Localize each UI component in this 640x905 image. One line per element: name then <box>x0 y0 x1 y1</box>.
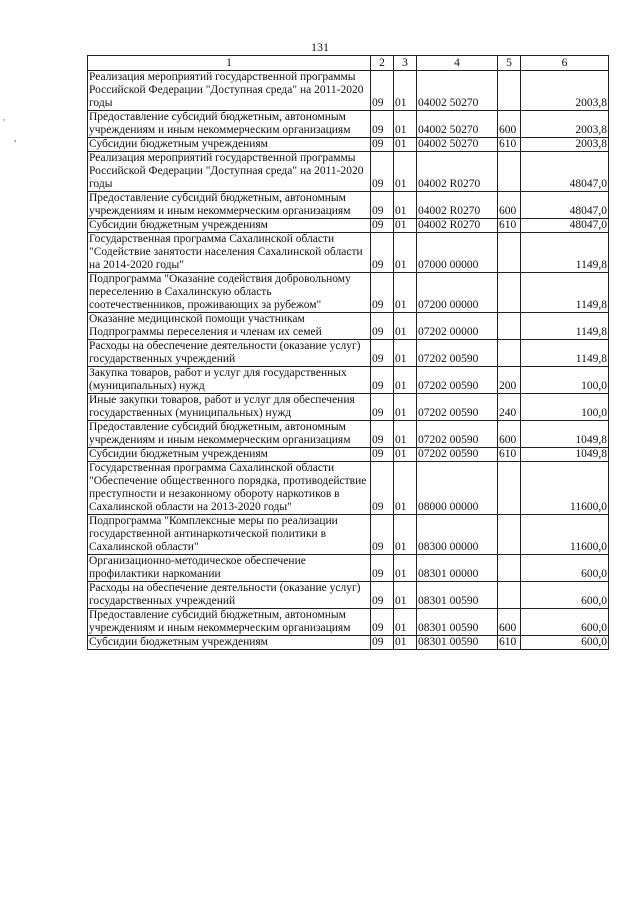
row-target-code-cell: 07202 00000 <box>417 313 498 340</box>
row-name-cell: Расходы на обеспечение деятельности (оказание услуг) государственных учреждений <box>88 582 371 609</box>
row-section-cell: 09 <box>371 273 394 313</box>
table-row <box>88 462 609 515</box>
row-expense-type-cell: 610 <box>498 219 521 233</box>
row-target-code-cell: 07000 00000 <box>417 233 498 273</box>
row-subsection-cell: 01 <box>394 448 417 462</box>
row-section-cell: 09 <box>371 111 394 138</box>
row-amount-cell: 600,0 <box>521 609 609 636</box>
row-subsection-cell: 01 <box>394 152 417 192</box>
row-expense-type-cell: 610 <box>498 448 521 462</box>
row-name-cell: Подпрограмма "Комплексные меры по реализации государственной антинаркотической политики в Сахалинской области" <box>88 515 371 555</box>
row-name-cell: Иные закупки товаров, работ и услуг для обеспечения государственных (муниципальных) нужд <box>88 394 371 421</box>
row-target-code-cell: 07202 00590 <box>417 340 498 367</box>
row-amount-cell: 2003,8 <box>521 138 609 152</box>
row-subsection-cell: 01 <box>394 555 417 582</box>
table-row <box>88 111 609 138</box>
row-amount-cell: 1149,8 <box>521 273 609 313</box>
budget-table <box>87 55 609 650</box>
row-section-cell: 09 <box>371 219 394 233</box>
row-subsection-cell: 01 <box>394 111 417 138</box>
table-row <box>88 582 609 609</box>
row-expense-type-cell: 610 <box>498 636 521 650</box>
row-expense-type-cell: 600 <box>498 192 521 219</box>
row-section-cell: 09 <box>371 71 394 111</box>
table-row <box>88 609 609 636</box>
col-header-1: 1 <box>88 56 371 71</box>
row-target-code-cell: 04002 R0270 <box>417 152 498 192</box>
row-expense-type-cell <box>498 462 521 515</box>
col-header-6: 6 <box>521 56 609 71</box>
row-section-cell: 09 <box>371 233 394 273</box>
row-name-cell: Организационно-методическое обеспечение профилактики наркомании <box>88 555 371 582</box>
row-subsection-cell: 01 <box>394 515 417 555</box>
row-target-code-cell: 08300 00000 <box>417 515 498 555</box>
row-section-cell: 09 <box>371 636 394 650</box>
header-row <box>88 56 609 71</box>
table-row <box>88 340 609 367</box>
scan-mark: , <box>14 133 17 144</box>
row-name-cell: Расходы на обеспечение деятельности (оказание услуг) государственных учреждений <box>88 340 371 367</box>
row-name-cell: Субсидии бюджетным учреждениям <box>88 448 371 462</box>
row-name-cell: Оказание медицинской помощи участникам Подпрограммы переселения и членам их семей <box>88 313 371 340</box>
row-subsection-cell: 01 <box>394 313 417 340</box>
row-expense-type-cell <box>498 582 521 609</box>
row-section-cell: 09 <box>371 421 394 448</box>
page-number: 131 <box>311 40 329 54</box>
row-expense-type-cell <box>498 340 521 367</box>
row-name-cell: Государственная программа Сахалинской области "Содействие занятости населения Сахалинской области на 2014-2020 годы" <box>88 233 371 273</box>
table-row <box>88 219 609 233</box>
row-subsection-cell: 01 <box>394 367 417 394</box>
row-expense-type-cell <box>498 233 521 273</box>
row-amount-cell: 600,0 <box>521 582 609 609</box>
row-subsection-cell: 01 <box>394 340 417 367</box>
row-amount-cell: 1149,8 <box>521 233 609 273</box>
row-subsection-cell: 01 <box>394 421 417 448</box>
row-subsection-cell: 01 <box>394 71 417 111</box>
row-expense-type-cell: 240 <box>498 394 521 421</box>
row-subsection-cell: 01 <box>394 219 417 233</box>
row-target-code-cell: 08000 00000 <box>417 462 498 515</box>
row-name-cell: Субсидии бюджетным учреждениям <box>88 636 371 650</box>
row-target-code-cell: 07202 00590 <box>417 421 498 448</box>
row-target-code-cell: 08301 00590 <box>417 636 498 650</box>
row-section-cell: 09 <box>371 448 394 462</box>
row-name-cell: Закупка товаров, работ и услуг для государственных (муниципальных) нужд <box>88 367 371 394</box>
row-section-cell: 09 <box>371 515 394 555</box>
row-amount-cell: 48047,0 <box>521 219 609 233</box>
row-name-cell: Государственная программа Сахалинской области "Обеспечение общественного порядка, противодействие преступности и незаконному обороту наркотиков в Сахалинской области на 2013-2020 годы" <box>88 462 371 515</box>
table-row <box>88 313 609 340</box>
table-row <box>88 71 609 111</box>
row-amount-cell: 2003,8 <box>521 71 609 111</box>
row-section-cell: 09 <box>371 152 394 192</box>
scan-mark: ' <box>3 118 5 129</box>
table-row <box>88 636 609 650</box>
table-row <box>88 273 609 313</box>
row-subsection-cell: 01 <box>394 273 417 313</box>
row-section-cell: 09 <box>371 582 394 609</box>
row-amount-cell: 48047,0 <box>521 152 609 192</box>
row-amount-cell: 1149,8 <box>521 313 609 340</box>
row-section-cell: 09 <box>371 394 394 421</box>
row-target-code-cell: 04002 50270 <box>417 71 498 111</box>
row-amount-cell: 1049,8 <box>521 448 609 462</box>
row-target-code-cell: 07202 00590 <box>417 394 498 421</box>
row-expense-type-cell <box>498 152 521 192</box>
col-header-5: 5 <box>498 56 521 71</box>
row-amount-cell: 2003,8 <box>521 111 609 138</box>
row-expense-type-cell: 610 <box>498 138 521 152</box>
row-section-cell: 09 <box>371 138 394 152</box>
row-subsection-cell: 01 <box>394 462 417 515</box>
col-header-3: 3 <box>394 56 417 71</box>
row-subsection-cell: 01 <box>394 609 417 636</box>
row-name-cell: Реализация мероприятий государственной программы Российской Федерации "Доступная среда" на 2011-2020 годы <box>88 152 371 192</box>
row-amount-cell: 48047,0 <box>521 192 609 219</box>
table-row <box>88 152 609 192</box>
row-target-code-cell: 08301 00590 <box>417 609 498 636</box>
row-name-cell: Предоставление субсидий бюджетным, автономным учреждениям и иным некоммерческим организациям <box>88 421 371 448</box>
row-name-cell: Субсидии бюджетным учреждениям <box>88 219 371 233</box>
row-section-cell: 09 <box>371 609 394 636</box>
row-amount-cell: 11600,0 <box>521 462 609 515</box>
row-name-cell: Предоставление субсидий бюджетным, автономным учреждениям и иным некоммерческим организациям <box>88 111 371 138</box>
row-expense-type-cell <box>498 515 521 555</box>
row-name-cell: Подпрограмма "Оказание содействия добровольному переселению в Сахалинскую область соотечественников, проживающих за рубежом" <box>88 273 371 313</box>
row-amount-cell: 100,0 <box>521 367 609 394</box>
row-expense-type-cell: 200 <box>498 367 521 394</box>
table-body <box>88 71 609 650</box>
row-section-cell: 09 <box>371 340 394 367</box>
row-subsection-cell: 01 <box>394 138 417 152</box>
table-row <box>88 394 609 421</box>
row-amount-cell: 600,0 <box>521 555 609 582</box>
row-expense-type-cell: 600 <box>498 421 521 448</box>
table-row <box>88 367 609 394</box>
col-header-4: 4 <box>417 56 498 71</box>
row-section-cell: 09 <box>371 313 394 340</box>
table-row <box>88 138 609 152</box>
row-expense-type-cell <box>498 71 521 111</box>
row-amount-cell: 1149,8 <box>521 340 609 367</box>
row-target-code-cell: 04002 50270 <box>417 138 498 152</box>
row-amount-cell: 11600,0 <box>521 515 609 555</box>
row-name-cell: Предоставление субсидий бюджетным, автономным учреждениям и иным некоммерческим организациям <box>88 192 371 219</box>
row-target-code-cell: 07200 00000 <box>417 273 498 313</box>
row-target-code-cell: 04002 50270 <box>417 111 498 138</box>
row-target-code-cell: 04002 R0270 <box>417 219 498 233</box>
row-subsection-cell: 01 <box>394 582 417 609</box>
table-row <box>88 448 609 462</box>
row-section-cell: 09 <box>371 192 394 219</box>
row-section-cell: 09 <box>371 555 394 582</box>
row-expense-type-cell: 600 <box>498 609 521 636</box>
row-section-cell: 09 <box>371 367 394 394</box>
row-subsection-cell: 01 <box>394 394 417 421</box>
col-header-2: 2 <box>371 56 394 71</box>
row-amount-cell: 1049,8 <box>521 421 609 448</box>
row-expense-type-cell <box>498 273 521 313</box>
row-expense-type-cell <box>498 313 521 340</box>
row-subsection-cell: 01 <box>394 233 417 273</box>
row-target-code-cell: 08301 00590 <box>417 582 498 609</box>
row-amount-cell: 600,0 <box>521 636 609 650</box>
row-amount-cell: 100,0 <box>521 394 609 421</box>
table-row <box>88 233 609 273</box>
row-target-code-cell: 07202 00590 <box>417 448 498 462</box>
row-name-cell: Предоставление субсидий бюджетным, автономным учреждениям и иным некоммерческим организациям <box>88 609 371 636</box>
row-target-code-cell: 04002 R0270 <box>417 192 498 219</box>
table-row <box>88 421 609 448</box>
table-row <box>88 515 609 555</box>
row-target-code-cell: 07202 00590 <box>417 367 498 394</box>
row-name-cell: Реализация мероприятий государственной программы Российской Федерации "Доступная среда" на 2011-2020 годы <box>88 71 371 111</box>
row-expense-type-cell <box>498 555 521 582</box>
row-subsection-cell: 01 <box>394 192 417 219</box>
row-target-code-cell: 08301 00000 <box>417 555 498 582</box>
row-subsection-cell: 01 <box>394 636 417 650</box>
row-expense-type-cell: 600 <box>498 111 521 138</box>
table-row <box>88 192 609 219</box>
table-row <box>88 555 609 582</box>
row-name-cell: Субсидии бюджетным учреждениям <box>88 138 371 152</box>
row-section-cell: 09 <box>371 462 394 515</box>
